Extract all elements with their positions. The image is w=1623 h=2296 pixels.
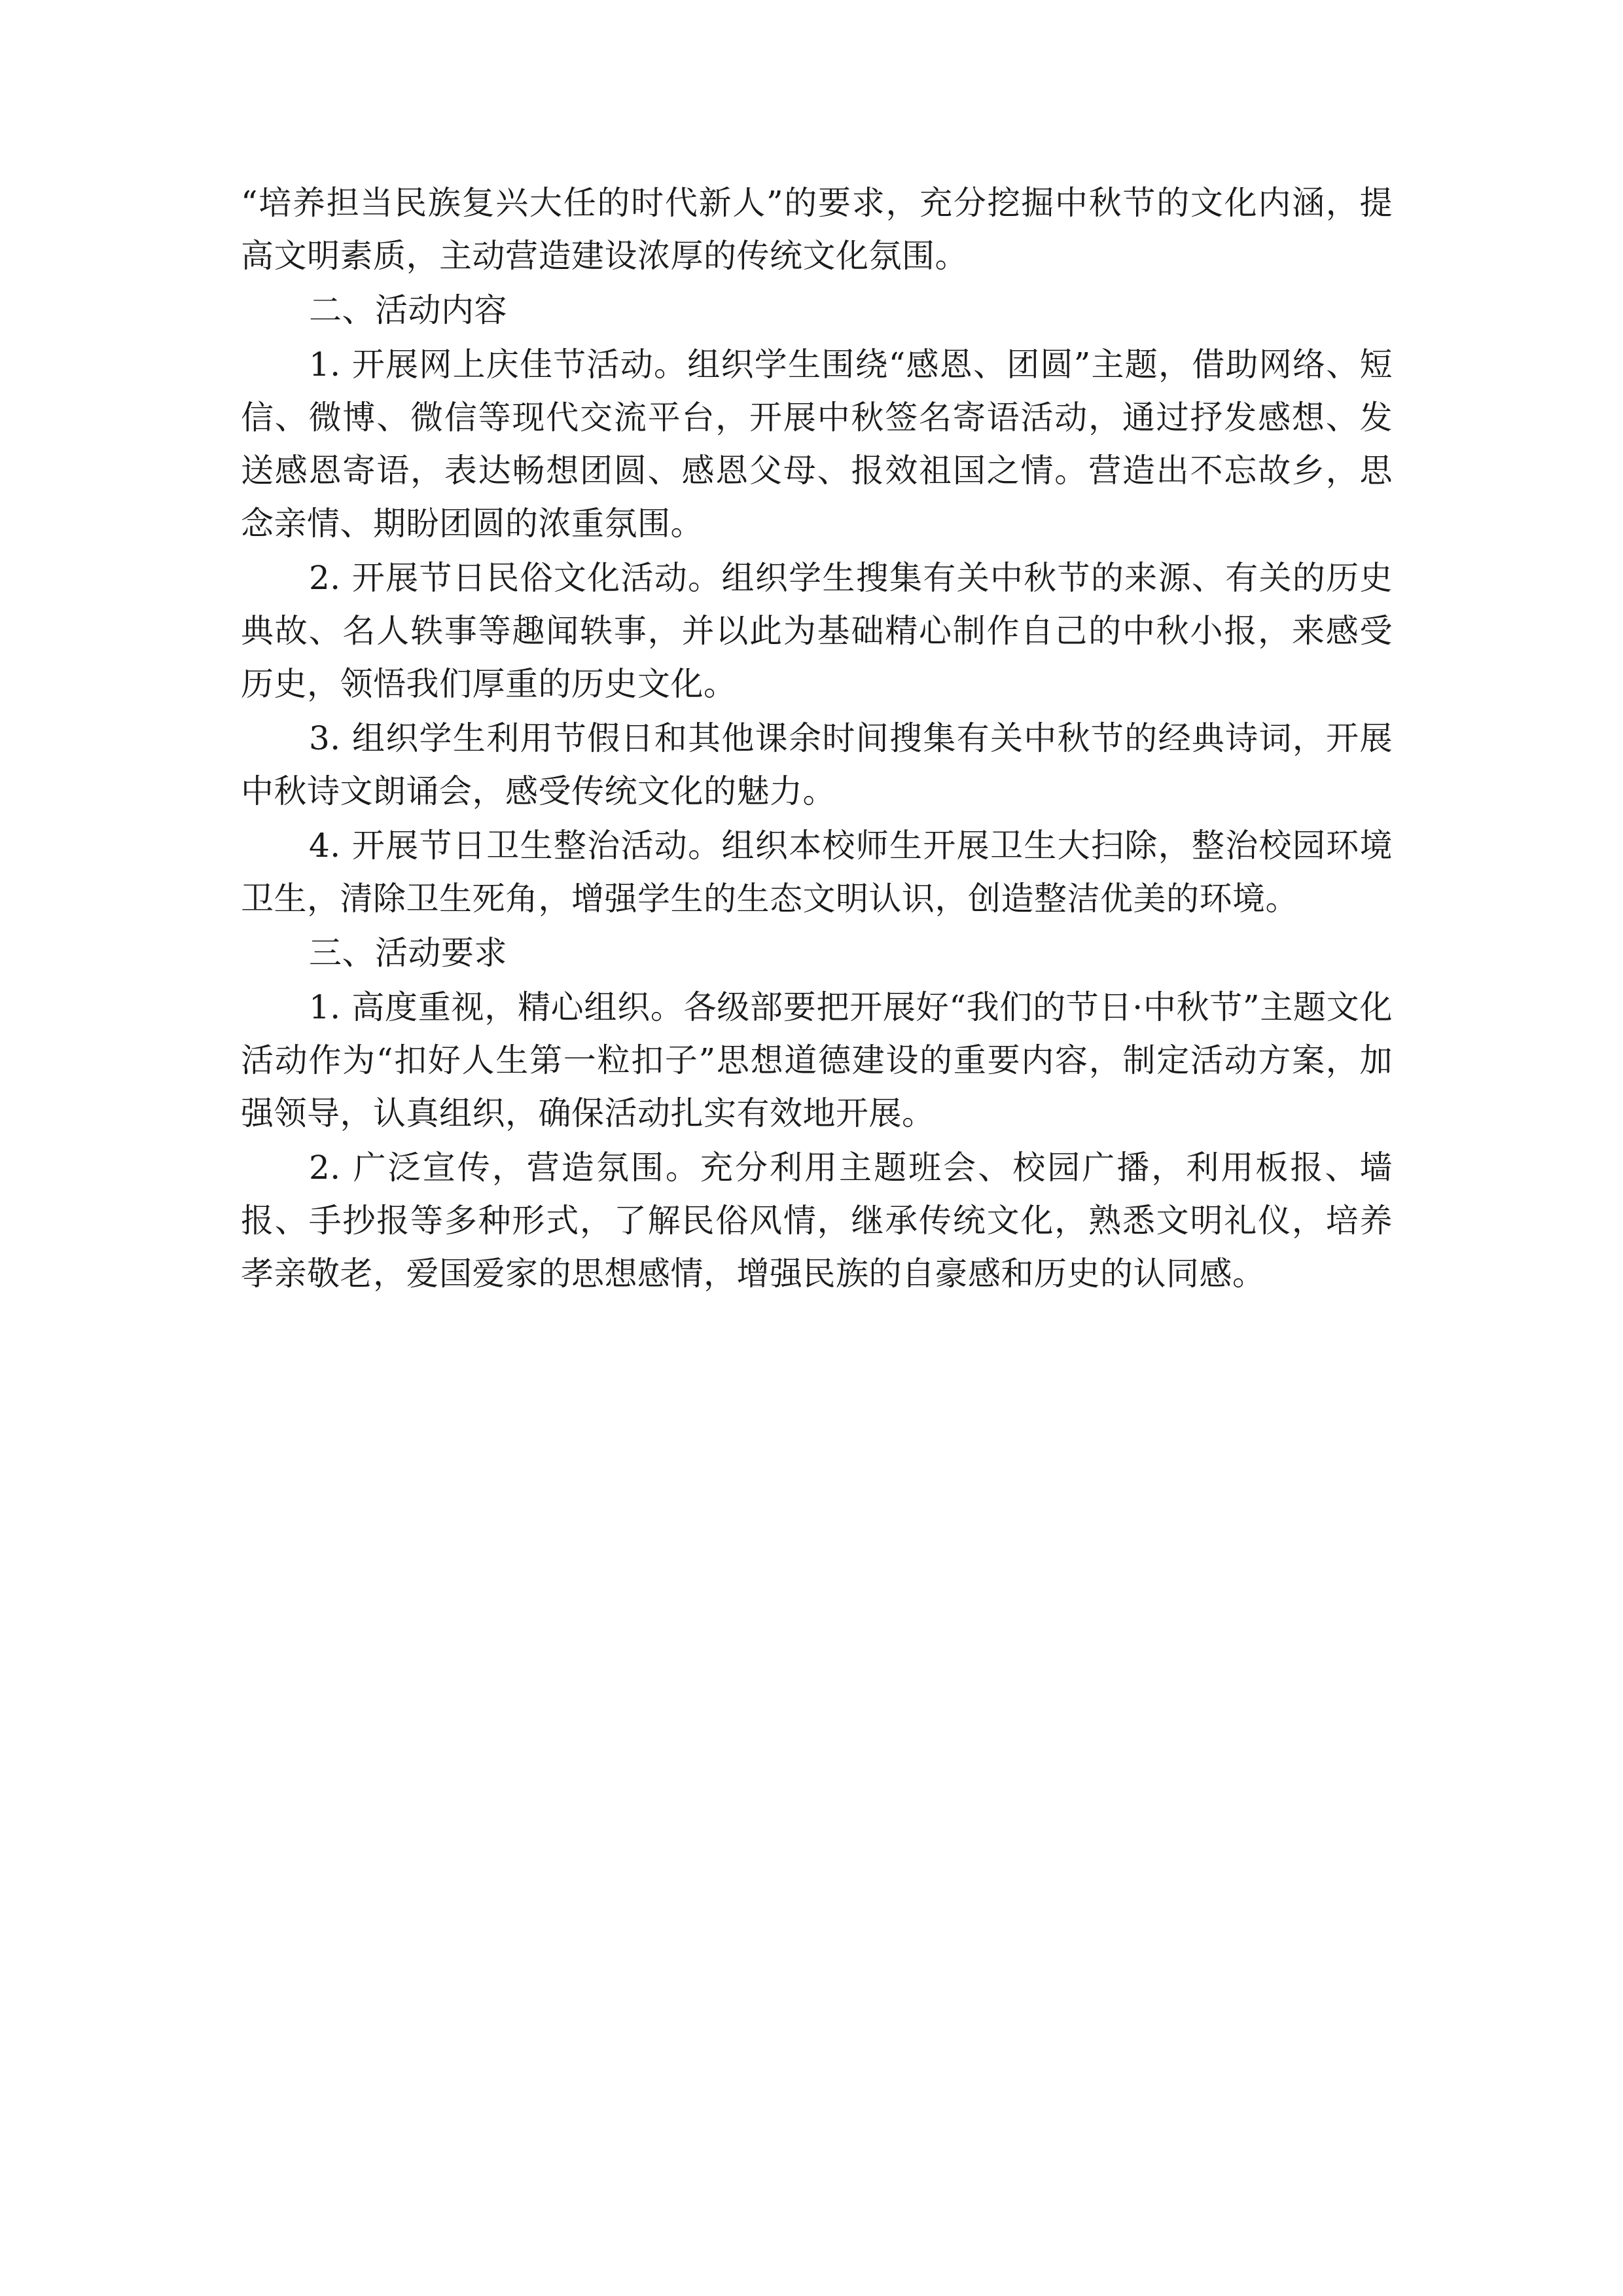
- paragraph-item-3: 3. 组织学生利用节假日和其他课余时间搜集有关中秋节的经典诗词，开展中秋诗文朗诵会，感受传统文化的魅力。: [241, 719, 1393, 810]
- heading-activity-content: 二、活动内容: [309, 291, 507, 329]
- paragraph-requirement-2: 2. 广泛宣传，营造氛围。充分利用主题班会、校园广播，利用板报、墙报、手抄报等多种形式，了解民俗风情，继承传统文化，熟悉文明礼仪，培养孝亲敬老，爱国爱家的思想感情，增强民族的自豪感和历史的认同感。: [241, 1149, 1393, 1293]
- paragraph-intro: “培养担当民族复兴大任的时代新人”的要求，充分挖掘中秋节的文化内涵，提高文明素质，主动营造建设浓厚的传统文化氛围。: [241, 184, 1393, 275]
- paragraph-item-2: 2. 开展节日民俗文化活动。组织学生搜集有关中秋节的来源、有关的历史典故、名人轶事等趣闻轶事，并以此为基础精心制作自己的中秋小报，来感受历史，领悟我们厚重的历史文化。: [241, 559, 1393, 703]
- paragraph-item-1: 1. 开展网上庆佳节活动。组织学生围绕“感恩、团圆”主题，借助网络、短信、微博、微信等现代交流平台，开展中秋签名寄语活动，通过抒发感想、发送感恩寄语，表达畅想团圆、感恩父母、报效祖国之情。营造出不忘故乡，思念亲情、期盼团圆的浓重氛围。: [241, 346, 1393, 543]
- document-body: [241, 177, 1393, 1302]
- paragraph-item-4: 4. 开展节日卫生整治活动。组织本校师生开展卫生大扫除，整治校园环境卫生，清除卫生死角，增强学生的生态文明认识，创造整洁优美的环境。: [241, 827, 1393, 918]
- heading-activity-requirements: 三、活动要求: [309, 934, 507, 972]
- paragraph-requirement-1: 1. 高度重视，精心组织。各级部要把开展好“我们的节日·中秋节”主题文化活动作为“扣好人生第一粒扣子”思想道德建设的重要内容，制定活动方案，加强领导，认真组织，确保活动扎实有效地开展。: [241, 988, 1393, 1132]
